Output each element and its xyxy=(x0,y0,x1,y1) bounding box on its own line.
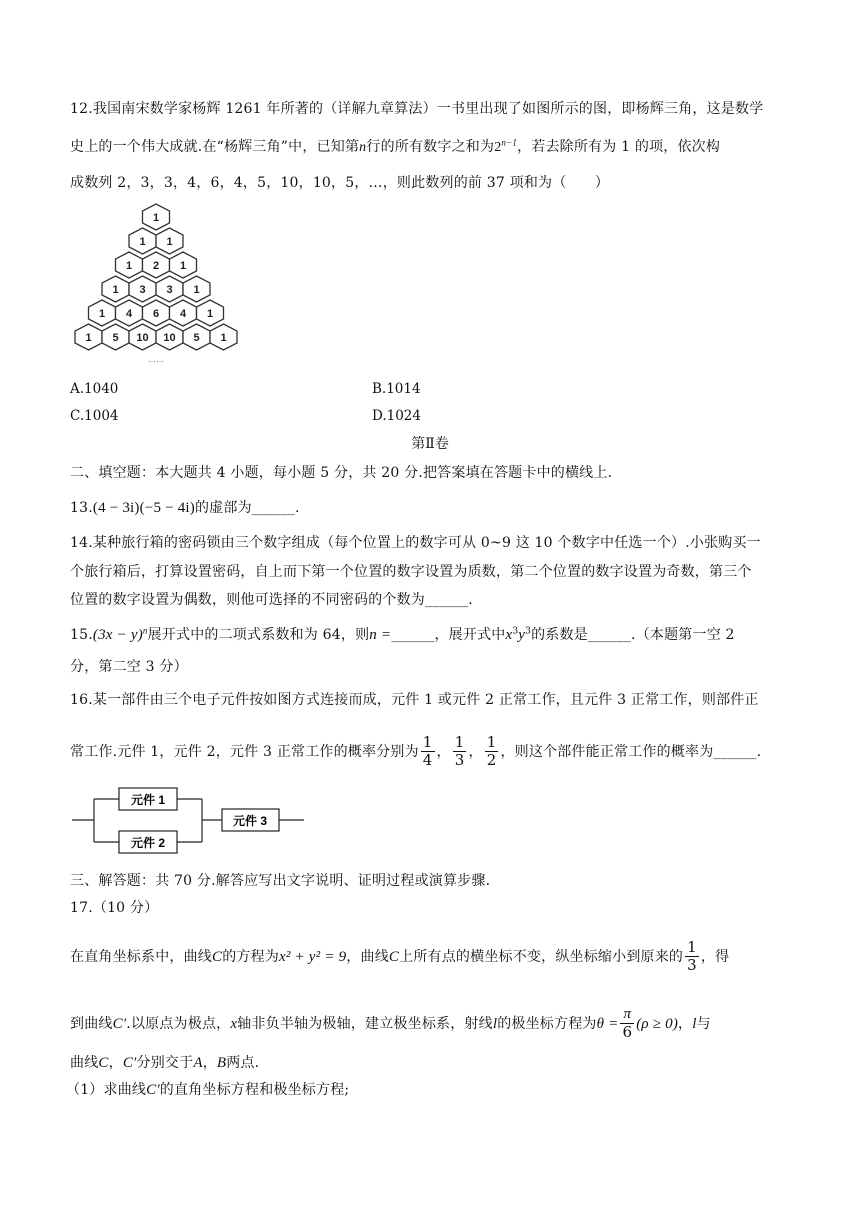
q14-line2: 个旅行箱后，打算设置密码，自上而下第一个位置的数字设置为质数，第二个位置的数字设置为奇数，第三个 xyxy=(70,564,752,580)
choice-d[interactable]: D.1024 xyxy=(372,408,421,424)
triangle-cell-value: 5 xyxy=(112,332,119,344)
triangle-cell-value: 2 xyxy=(152,260,160,272)
q17-line2: 到曲线C′.以原点为极点，x轴非负半轴为极轴，建立极坐标系，射线l的极坐标方程为θ = $\frac{\pi}{6}$ (ρ ≥ 0)，l与 xyxy=(70,1006,711,1042)
triangle-cell-value: 1 xyxy=(125,260,133,272)
q17-sub1: （1）求曲线C′的直角坐标方程和极坐标方程; xyxy=(66,1082,350,1098)
q12-line3: 成数列 2，3，3，4，6，4，5，10，10，5，…，则此数列的前 37 项和为（ ） xyxy=(70,175,610,191)
triangle-cell-value: 1 xyxy=(98,308,106,320)
choice-b[interactable]: B.1014 xyxy=(372,381,421,397)
triangle-cell-value: 1 xyxy=(112,284,119,296)
q12-line1: 12.我国南宋数学家杨辉 1261 年所著的（详解九章算法）一书里出现了如图所示的图，即杨辉三角，这是数学 xyxy=(70,101,764,117)
triangle-cell-value: 1 xyxy=(179,260,187,272)
solve-heading: 三、解答题：共 70 分.解答应写出文字说明、证明过程或演算步骤. xyxy=(70,873,491,889)
fraction-third: $\frac{1}{3}$ xyxy=(454,733,465,770)
triangle-cell-value: 1 xyxy=(166,236,173,248)
q17-header: 17.（10 分） xyxy=(70,900,159,916)
triangle-cell-value: 1 xyxy=(139,236,146,248)
triangle-cell-value: 1 xyxy=(206,308,214,320)
triangle-cell-value: 1 xyxy=(85,332,92,344)
choice-c[interactable]: C.1004 xyxy=(70,408,119,424)
triangle-cell-value: 3 xyxy=(139,284,146,296)
triangle-cell-value: 1 xyxy=(220,332,227,344)
triangle-cell-value: 1 xyxy=(193,284,200,296)
element-2-label: 元件 2 xyxy=(130,836,166,850)
q13: 13.(4 − 3i)(−5 − 4i)的虚部为______. xyxy=(70,500,300,516)
triangle-cell-value: 1 xyxy=(152,212,160,224)
q17-line3: 曲线C，C′分别交于A，B两点. xyxy=(70,1055,260,1071)
triangle-caption: …… xyxy=(148,355,164,364)
triangle-cell-value: 5 xyxy=(193,332,200,344)
yanghui-triangle-figure xyxy=(72,200,247,375)
triangle-cell-value: 4 xyxy=(179,308,187,320)
triangle-cell-value: 10 xyxy=(163,332,176,344)
triangle-cell-value: 10 xyxy=(136,332,149,344)
fraction-quarter: $\frac{1}{4}$ xyxy=(422,733,433,770)
q16-line1: 16.某一部件由三个电子元件按如图方式连接而成，元件 1 或元件 2 正常工作，且元件 3 正常工作，则部件正 xyxy=(70,692,759,708)
q17-line1: 在直角坐标系中，曲线C的方程为x² + y² = 9，曲线C上所有点的横坐标不变，纵坐标缩小到原来的 $\frac{1}{3}$ ，得 xyxy=(70,938,730,975)
triangle-cell-value: 6 xyxy=(152,308,160,320)
circuit-diagram xyxy=(72,780,312,860)
fraction-half: $\frac{1}{2}$ xyxy=(486,733,497,770)
q12-line2: 史上的一个伟大成就.在“杨辉三角”中，已知第n行的所有数字之和为$2^{n-1}$，若去除所有为 1 的项，依次构 xyxy=(70,137,721,155)
triangle-cell-value: 3 xyxy=(166,284,173,296)
triangle-cell-value: 4 xyxy=(125,308,133,320)
q16-line2: 常工作.元件 1，元件 2，元件 3 正常工作的概率分别为 $\frac{1}{4}$ ， $\frac{1}{3}$ ， $\frac{1}{2}$ ，则这个部件能正常工作的概率为______. xyxy=(70,733,762,770)
fill-in-heading: 二、填空题：本大题共 4 小题，每小题 5 分，共 20 分.把答案填在答题卡中的横线上. xyxy=(70,465,613,481)
q15-line1: $15.(3x - y)^n$展开式中的二项式系数和为 64，则n =______，展开式中$x^3y^3$的系数是______.（本题第一空 2 xyxy=(70,625,735,643)
section-ii-title: 第Ⅱ卷 xyxy=(411,436,449,452)
element-3-label: 元件 3 xyxy=(232,814,268,828)
element-1-label: 元件 1 xyxy=(130,793,166,807)
q14-line1: 14.某种旅行箱的密码锁由三个数字组成（每个位置上的数字可从 0~9 这 10 个数字中任选一个）.小张购买一 xyxy=(70,535,761,551)
q14-line3: 位置的数字设置为偶数，则他可选择的不同密码的个数为______. xyxy=(70,592,473,608)
choice-a[interactable]: A.1040 xyxy=(70,381,119,397)
q15-line2: 分，第二空 3 分） xyxy=(70,659,188,675)
